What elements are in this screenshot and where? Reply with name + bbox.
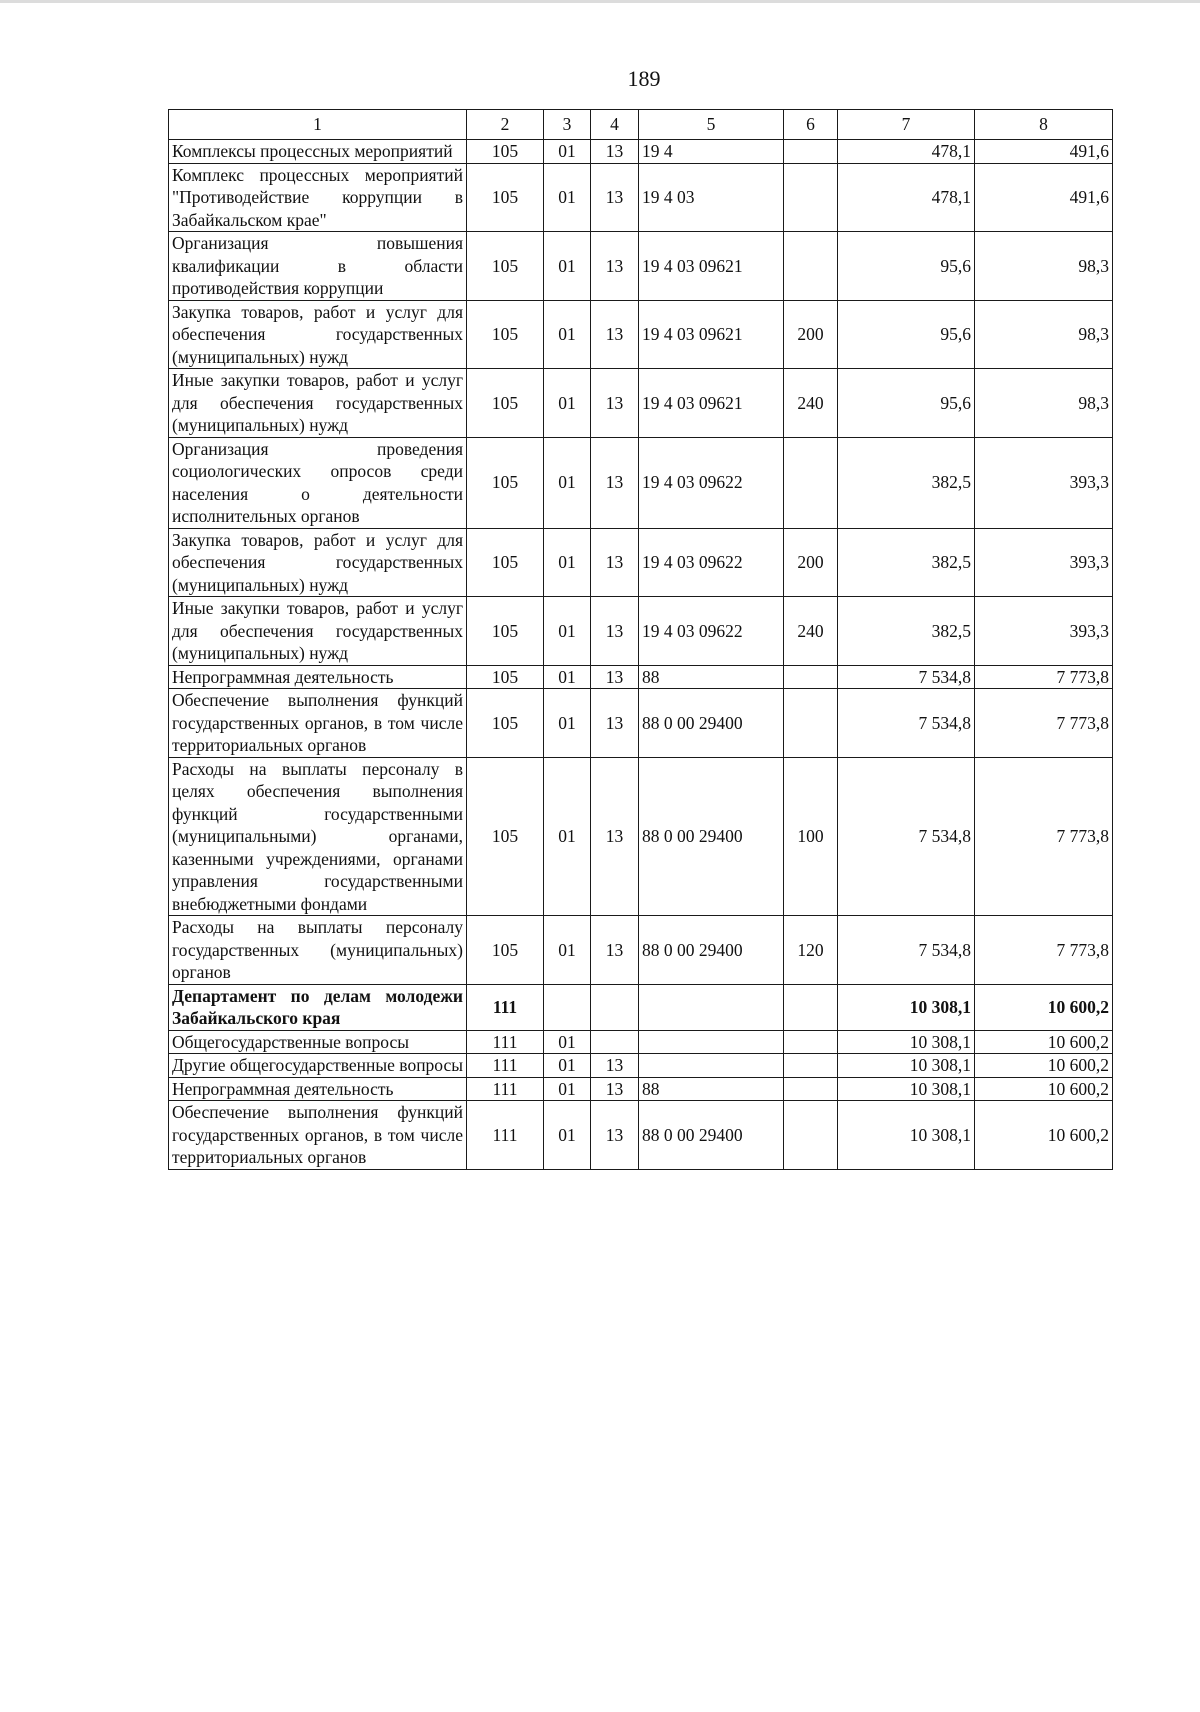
subsection-code-cell: 13 — [591, 1054, 639, 1078]
subsection-code-cell — [591, 1030, 639, 1054]
department-code-cell: 105 — [467, 528, 544, 597]
expense-type-cell: 240 — [784, 597, 838, 666]
expense-type-cell: 120 — [784, 916, 838, 985]
amount-year2-cell: 98,3 — [975, 232, 1113, 301]
amount-year1-cell: 10 308,1 — [838, 1030, 975, 1054]
department-code-cell: 111 — [467, 1101, 544, 1170]
department-code-cell: 105 — [467, 757, 544, 916]
department-code-cell: 105 — [467, 163, 544, 232]
expense-type-cell: 200 — [784, 300, 838, 369]
row-name-cell: Обеспечение выполнения функций государственных органов, в том числе территориальных органов — [169, 1101, 467, 1170]
department-code-cell: 111 — [467, 1030, 544, 1054]
table-row — [169, 757, 1113, 916]
amount-year2-cell: 7 773,8 — [975, 916, 1113, 985]
department-code-cell: 105 — [467, 689, 544, 758]
row-name-cell: Закупка товаров, работ и услуг для обеспечения государственных (муниципальных) нужд — [169, 300, 467, 369]
target-article-cell — [639, 1054, 784, 1078]
table-row — [169, 528, 1113, 597]
row-name-cell: Непрограммная деятельность — [169, 665, 467, 689]
amount-year1-cell: 95,6 — [838, 232, 975, 301]
target-article-cell: 19 4 03 09621 — [639, 300, 784, 369]
amount-year2-cell: 98,3 — [975, 300, 1113, 369]
table-row — [169, 369, 1113, 438]
table-row — [169, 437, 1113, 528]
amount-year2-cell: 10 600,2 — [975, 1077, 1113, 1101]
table-row — [169, 163, 1113, 232]
subsection-code-cell: 13 — [591, 140, 639, 164]
row-name-cell: Непрограммная деятельность — [169, 1077, 467, 1101]
target-article-cell: 88 — [639, 1077, 784, 1101]
expense-type-cell: 240 — [784, 369, 838, 438]
section-code-cell: 01 — [544, 757, 591, 916]
subsection-code-cell: 13 — [591, 597, 639, 666]
amount-year1-cell: 7 534,8 — [838, 757, 975, 916]
row-name-cell: Закупка товаров, работ и услуг для обеспечения государственных (муниципальных) нужд — [169, 528, 467, 597]
department-code-cell: 105 — [467, 437, 544, 528]
amount-year1-cell: 478,1 — [838, 163, 975, 232]
table-row — [169, 665, 1113, 689]
amount-year1-cell: 7 534,8 — [838, 916, 975, 985]
department-code-cell: 105 — [467, 665, 544, 689]
expense-type-cell — [784, 1054, 838, 1078]
table-row — [169, 689, 1113, 758]
section-code-cell: 01 — [544, 665, 591, 689]
amount-year1-cell: 10 308,1 — [838, 1054, 975, 1078]
department-code-cell: 111 — [467, 1077, 544, 1101]
expense-type-cell: 200 — [784, 528, 838, 597]
subsection-code-cell: 13 — [591, 757, 639, 916]
amount-year1-cell: 7 534,8 — [838, 689, 975, 758]
row-name-cell: Иные закупки товаров, работ и услуг для обеспечения государственных (муниципальных) нужд — [169, 369, 467, 438]
column-header: 3 — [544, 110, 591, 140]
row-name-cell: Другие общегосударственные вопросы — [169, 1054, 467, 1078]
expense-type-cell — [784, 1077, 838, 1101]
table-row — [169, 1054, 1113, 1078]
amount-year2-cell: 7 773,8 — [975, 689, 1113, 758]
expense-type-cell — [784, 1030, 838, 1054]
table-row — [169, 916, 1113, 985]
target-article-cell: 88 0 00 29400 — [639, 1101, 784, 1170]
subsection-code-cell: 13 — [591, 689, 639, 758]
amount-year2-cell: 491,6 — [975, 163, 1113, 232]
row-name-cell: Иные закупки товаров, работ и услуг для обеспечения государственных (муниципальных) нужд — [169, 597, 467, 666]
section-code-cell: 01 — [544, 1077, 591, 1101]
column-header: 2 — [467, 110, 544, 140]
section-code-cell: 01 — [544, 140, 591, 164]
expense-type-cell — [784, 689, 838, 758]
amount-year1-cell: 7 534,8 — [838, 665, 975, 689]
expense-type-cell — [784, 140, 838, 164]
subsection-code-cell: 13 — [591, 232, 639, 301]
target-article-cell — [639, 1030, 784, 1054]
amount-year2-cell: 10 600,2 — [975, 1101, 1113, 1170]
row-name-cell: Организация повышения квалификации в области противодействия коррупции — [169, 232, 467, 301]
amount-year2-cell: 7 773,8 — [975, 757, 1113, 916]
section-code-cell: 01 — [544, 300, 591, 369]
section-code-cell: 01 — [544, 369, 591, 438]
amount-year1-cell: 478,1 — [838, 140, 975, 164]
row-name-cell: Департамент по делам молодежи Забайкальского края — [169, 984, 467, 1030]
amount-year1-cell: 382,5 — [838, 597, 975, 666]
department-code-cell: 111 — [467, 984, 544, 1030]
amount-year2-cell: 491,6 — [975, 140, 1113, 164]
table-row — [169, 140, 1113, 164]
subsection-code-cell: 13 — [591, 665, 639, 689]
expense-type-cell — [784, 665, 838, 689]
amount-year2-cell: 393,3 — [975, 437, 1113, 528]
expense-type-cell — [784, 984, 838, 1030]
subsection-code-cell: 13 — [591, 300, 639, 369]
table-row — [169, 984, 1113, 1030]
amount-year1-cell: 10 308,1 — [838, 1077, 975, 1101]
department-code-cell: 105 — [467, 300, 544, 369]
amount-year1-cell: 382,5 — [838, 528, 975, 597]
target-article-cell: 88 0 00 29400 — [639, 916, 784, 985]
table-row — [169, 300, 1113, 369]
subsection-code-cell — [591, 984, 639, 1030]
target-article-cell: 88 0 00 29400 — [639, 689, 784, 758]
department-code-cell: 105 — [467, 916, 544, 985]
section-code-cell: 01 — [544, 437, 591, 528]
amount-year1-cell: 95,6 — [838, 369, 975, 438]
amount-year2-cell: 7 773,8 — [975, 665, 1113, 689]
row-name-cell: Комплексы процессных мероприятий — [169, 140, 467, 164]
subsection-code-cell: 13 — [591, 369, 639, 438]
scan-top-edge — [0, 0, 1200, 3]
department-code-cell: 105 — [467, 369, 544, 438]
section-code-cell: 01 — [544, 163, 591, 232]
amount-year1-cell: 95,6 — [838, 300, 975, 369]
section-code-cell: 01 — [544, 689, 591, 758]
target-article-cell: 19 4 03 — [639, 163, 784, 232]
row-name-cell: Расходы на выплаты персоналу в целях обеспечения выполнения функций государственными (муниципальными) органами, казенными учреждениями, органами управления государственными внебюджетными фондами — [169, 757, 467, 916]
row-name-cell: Комплекс процессных мероприятий "Противодействие коррупции в Забайкальском крае" — [169, 163, 467, 232]
target-article-cell — [639, 984, 784, 1030]
target-article-cell: 19 4 03 09622 — [639, 528, 784, 597]
header-row — [169, 110, 1113, 140]
section-code-cell: 01 — [544, 528, 591, 597]
target-article-cell: 19 4 03 09621 — [639, 232, 784, 301]
section-code-cell: 01 — [544, 1030, 591, 1054]
amount-year2-cell: 10 600,2 — [975, 1054, 1113, 1078]
section-code-cell — [544, 984, 591, 1030]
amount-year2-cell: 393,3 — [975, 597, 1113, 666]
expense-type-cell — [784, 437, 838, 528]
target-article-cell: 19 4 — [639, 140, 784, 164]
column-header: 6 — [784, 110, 838, 140]
target-article-cell: 19 4 03 09622 — [639, 437, 784, 528]
amount-year2-cell: 10 600,2 — [975, 1030, 1113, 1054]
column-header: 7 — [838, 110, 975, 140]
table-row — [169, 232, 1113, 301]
amount-year2-cell: 98,3 — [975, 369, 1113, 438]
expense-type-cell: 100 — [784, 757, 838, 916]
table-row — [169, 1030, 1113, 1054]
table-row — [169, 597, 1113, 666]
amount-year2-cell: 10 600,2 — [975, 984, 1113, 1030]
table-body — [169, 140, 1113, 1170]
budget-table — [168, 109, 1113, 1170]
table-row — [169, 1077, 1113, 1101]
target-article-cell: 19 4 03 09622 — [639, 597, 784, 666]
section-code-cell: 01 — [544, 1101, 591, 1170]
subsection-code-cell: 13 — [591, 1077, 639, 1101]
page-number: 189 — [627, 66, 661, 91]
column-header: 8 — [975, 110, 1113, 140]
department-code-cell: 105 — [467, 140, 544, 164]
column-header: 5 — [639, 110, 784, 140]
subsection-code-cell: 13 — [591, 528, 639, 597]
target-article-cell: 19 4 03 09621 — [639, 369, 784, 438]
row-name-cell: Обеспечение выполнения функций государственных органов, в том числе территориальных органов — [169, 689, 467, 758]
section-code-cell: 01 — [544, 916, 591, 985]
expense-type-cell — [784, 163, 838, 232]
table-row — [169, 1101, 1113, 1170]
row-name-cell: Организация проведения социологических опросов среди населения о деятельности исполнительных органов — [169, 437, 467, 528]
subsection-code-cell: 13 — [591, 437, 639, 528]
department-code-cell: 105 — [467, 597, 544, 666]
section-code-cell: 01 — [544, 1054, 591, 1078]
section-code-cell: 01 — [544, 597, 591, 666]
amount-year1-cell: 10 308,1 — [838, 984, 975, 1030]
section-code-cell: 01 — [544, 232, 591, 301]
expense-type-cell — [784, 1101, 838, 1170]
department-code-cell: 111 — [467, 1054, 544, 1078]
row-name-cell: Общегосударственные вопросы — [169, 1030, 467, 1054]
row-name-cell: Расходы на выплаты персоналу государственных (муниципальных) органов — [169, 916, 467, 985]
amount-year1-cell: 382,5 — [838, 437, 975, 528]
target-article-cell: 88 — [639, 665, 784, 689]
subsection-code-cell: 13 — [591, 916, 639, 985]
amount-year2-cell: 393,3 — [975, 528, 1113, 597]
subsection-code-cell: 13 — [591, 1101, 639, 1170]
column-header: 4 — [591, 110, 639, 140]
column-header: 1 — [169, 110, 467, 140]
department-code-cell: 105 — [467, 232, 544, 301]
amount-year1-cell: 10 308,1 — [838, 1101, 975, 1170]
expense-type-cell — [784, 232, 838, 301]
target-article-cell: 88 0 00 29400 — [639, 757, 784, 916]
subsection-code-cell: 13 — [591, 163, 639, 232]
